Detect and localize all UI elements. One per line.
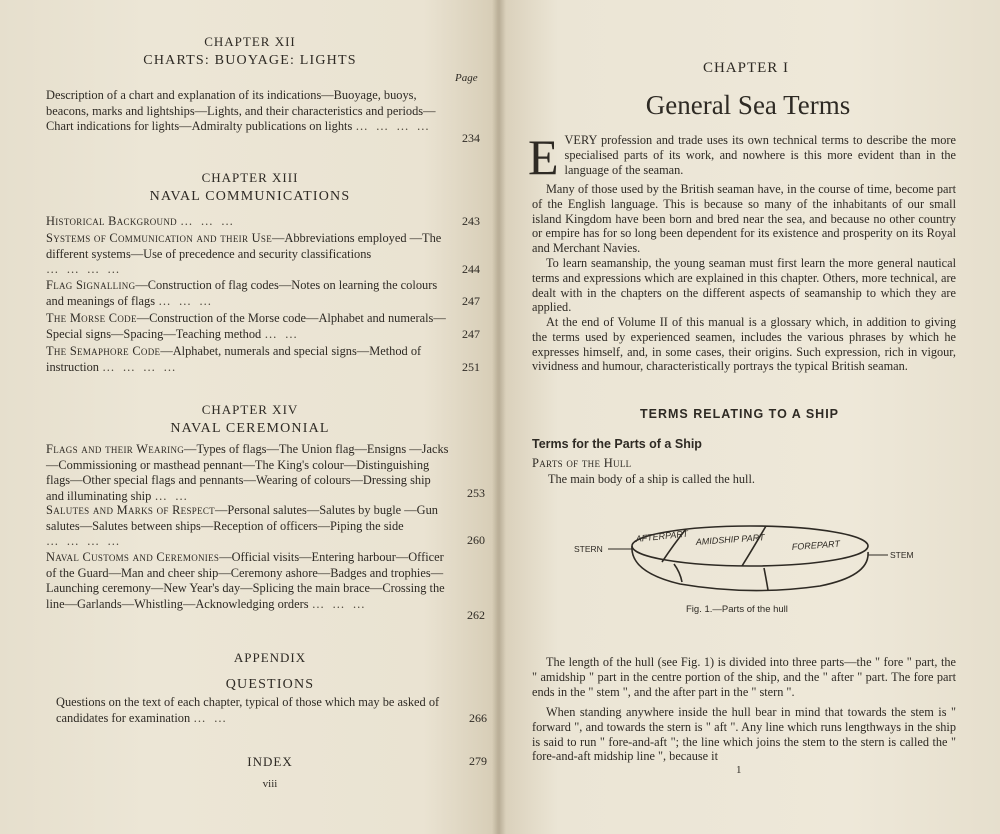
paragraph-intro [528,129,956,185]
toc-page-number: 247 [462,294,480,308]
toc-entry-lead: Salutes and Marks of Respect [46,503,215,517]
paragraph-text: To learn seamanship, the young seaman must first learn the more general nautical terms and expressions which are explained in this chapter. Others, more technical, are dealt with in the chapters on the different aspects of seamanship to which they are applied. [532,256,956,315]
toc-entry-charts: Description of a chart and explanation of its indications—Buoyage, buoys, beacons, marks and lightships—Lights, and their characteristics and periods—Chart indications for lights—Admiralty publications on lights ………… [46,88,437,134]
toc-page-number: 260 [467,533,485,547]
toc-entry-text: —Construction of the Morse code—Alphabet and numerals—Special signs—Spacing—Teaching method [46,311,446,341]
toc-entry-flag-signalling: Flag Signalling—Construction of flag codes—Notes on learning the colours and meanings of flags ……… [46,278,438,308]
toc-entry-flags: Flags and their Wearing—Types of flags—The Union flag—Ensigns —Jacks—Commissioning or masthead pennant—The King's colour—Distinguishing flags—Other special flags and pennants—Wearing of colours—Dressing ship and illuminating ship …… [46,442,449,503]
book-gutter [492,0,506,834]
toc-entry-lead: Systems of Communication and their Use [46,231,272,245]
chapter-title: General Sea Terms [645,90,851,120]
chapter-xii-title: CHARTS: BUOYAGE: LIGHTS [143,53,357,68]
paragraph-7 [532,705,956,764]
index-heading: INDEX [247,754,293,769]
toc-page-number: 243 [462,214,480,228]
chapter-xiv-title: NAVAL CEREMONIAL [170,421,330,436]
label-stem: STEM [890,550,914,560]
paragraph-text: At the end of Volume II of this manual is a glossary which, in addition to giving the terms used by experienced seamen, includes the various phrases by which he expresses himself, and, in some cases, their origins. Such expression, rich in vigour, vividness and humour, characteristically portrays the typical British seaman. [532,315,956,374]
appendix-heading: APPENDIX [233,650,307,665]
section-heading: TERMS RELATING TO A SHIP [640,407,840,421]
subsection-heading: Terms for the Parts of a Ship [532,437,702,451]
paragraph-3 [532,256,956,315]
paragraph-text: VERY profession and trade uses its own technical terms to describe the more specialised parts of its work, and nowhere is this more evident than in the language of the seaman. [564,133,956,177]
paragraph-4 [532,315,956,374]
paragraph-text: When standing anywhere inside the hull bear in mind that towards the stem is " forward ", and towards the stern is " aft ". Any line which runs lengthways in the ship is said to run " fore-and-aft "; the line which joins the stem to the stern is called the " fore-and-aft midship line ", because it [532,705,956,764]
toc-page-number: 251 [462,360,480,374]
paragraph-2 [532,182,956,256]
label-amidship: AMIDSHIP PART [695,532,765,547]
toc-page-number: 279 [469,754,487,768]
toc-entry-text: —Official visits—Entering harbour—Officer of the Guard—Man and cheer ship—Ceremony ashore—Badges and trophies—Launching ceremony—New Year's day—Splicing the main brace—Crossing the line—Garlands—Whistling—Acknowledging orders [46,550,445,611]
toc-page-number: 266 [469,711,487,725]
toc-entry-semaphore: The Semaphore Code—Alphabet, numerals and special signs—Method of instruction ………… [46,344,422,374]
toc-entry-customs: Naval Customs and Ceremonies—Official visits—Entering harbour—Officer of the Guard—Man and cheer ship—Ceremony ashore—Badges and trophies—Launching ceremony—New Year's day—Splicing the main brace—Crossing the line—Garlands—Whistling—Acknowledging orders ……… [46,550,445,611]
chapter-xiv-heading: CHAPTER XIV [201,402,299,417]
paragraph-6 [532,655,956,699]
toc-entry-text: —Types of flags—The Union flag—Ensigns —Jacks—Commissioning or masthead pennant—The King's colour—Distinguishing flags—Other special flags and pennants—Wearing of colours—Dressing ship and illuminating ship [46,442,449,503]
toc-entry-text: Description of a chart and explanation of its indications—Buoyage, buoys, beacons, marks and lightships—Lights, and their characteristics and periods—Chart indications for lights—Admiralty publications on lights [46,88,436,134]
toc-entry-questions: Questions on the text of each chapter, typical of those which may be asked of candidates for examination …… [56,695,440,725]
toc-page-number: 234 [462,131,480,145]
hull-diagram [570,512,920,597]
toc-page-number: 247 [462,327,480,341]
label-afterpart: AFTERPART [635,528,689,544]
toc-entry-historical: Historical Background ……… [46,214,242,228]
drop-cap: E [528,129,559,185]
hull-division-line [764,568,768,590]
paragraph-text: Many of those used by the British seaman have, in the course of time, become part of the English language. This is because so many of the inhabitants of our small island Kingdom have been born and bred near the sea, and because no other country or empire has for so long been dependent for its existence and prosperity on its Royal and Merchant Navies. [532,182,956,256]
appendix-title: QUESTIONS [225,677,315,692]
toc-entry-text: —Construction of flag codes—Notes on learning the colours and meanings of flags [46,278,438,308]
toc-entry-lead: The Semaphore Code [46,344,161,358]
toc-entry-lead: The Morse Code [46,311,137,325]
page-folio: viii [262,778,278,790]
toc-page-number: 262 [467,608,485,622]
toc-entry-lead: Historical Background [46,214,177,228]
hull-division-line [674,564,682,582]
toc-entry-systems: Systems of Communication and their Use—Abbreviations employed —The different systems—Use of precedence and security classifications ………… [46,231,442,277]
left-page [0,0,498,834]
chapter-xiii-title: NAVAL COMMUNICATIONS [149,189,351,204]
toc-entry-text: Questions on the text of each chapter, typical of those which may be asked of candidates for examination [56,695,440,725]
toc-entry-salutes: Salutes and Marks of Respect—Personal salutes—Salutes by bugle —Gun salutes—Salutes between ships—Reception of officers—Piping the side ………… [46,503,438,549]
toc-entry-text: —Alphabet, numerals and special signs—Method of instruction [46,344,422,374]
paragraph-text: The length of the hull (see Fig. 1) is divided into three parts—the " fore " part, the " amidship " part in the centre portion of the ship, and the " after " part. The fore part ends in the " stem ", and the after part in the " stern ". [532,655,956,699]
toc-entry-lead: Flags and their Wearing [46,442,185,456]
toc-entry-lead: Flag Signalling [46,278,136,292]
chapter-i-heading: CHAPTER I [702,60,790,76]
figure-caption: Fig. 1.—Parts of the hull [686,604,788,615]
page-column-label: Page [455,72,478,84]
toc-entry-lead: Naval Customs and Ceremonies [46,550,220,564]
toc-entry-text: —Personal salutes—Salutes by bugle —Gun salutes—Salutes between ships—Reception of officers—Piping the side [46,503,438,533]
label-stern: STERN [574,544,603,554]
label-forepart: FOREPART [791,538,841,552]
toc-page-number: 253 [467,486,485,500]
chapter-xiii-heading: CHAPTER XIII [201,170,299,185]
page-folio: 1 [736,764,742,776]
paragraph-5: The main body of a ship is called the hull. [548,472,755,486]
toc-entry-text: —Abbreviations employed —The different systems—Use of precedence and security classifications [46,231,442,261]
chapter-xii-heading: CHAPTER XII [204,34,296,49]
subsubsection-heading: Parts of the Hull [532,456,632,470]
toc-entry-morse: The Morse Code—Construction of the Morse code—Alphabet and numerals—Special signs—Spacing—Teaching method …… [46,311,446,341]
toc-page-number: 244 [462,262,480,276]
